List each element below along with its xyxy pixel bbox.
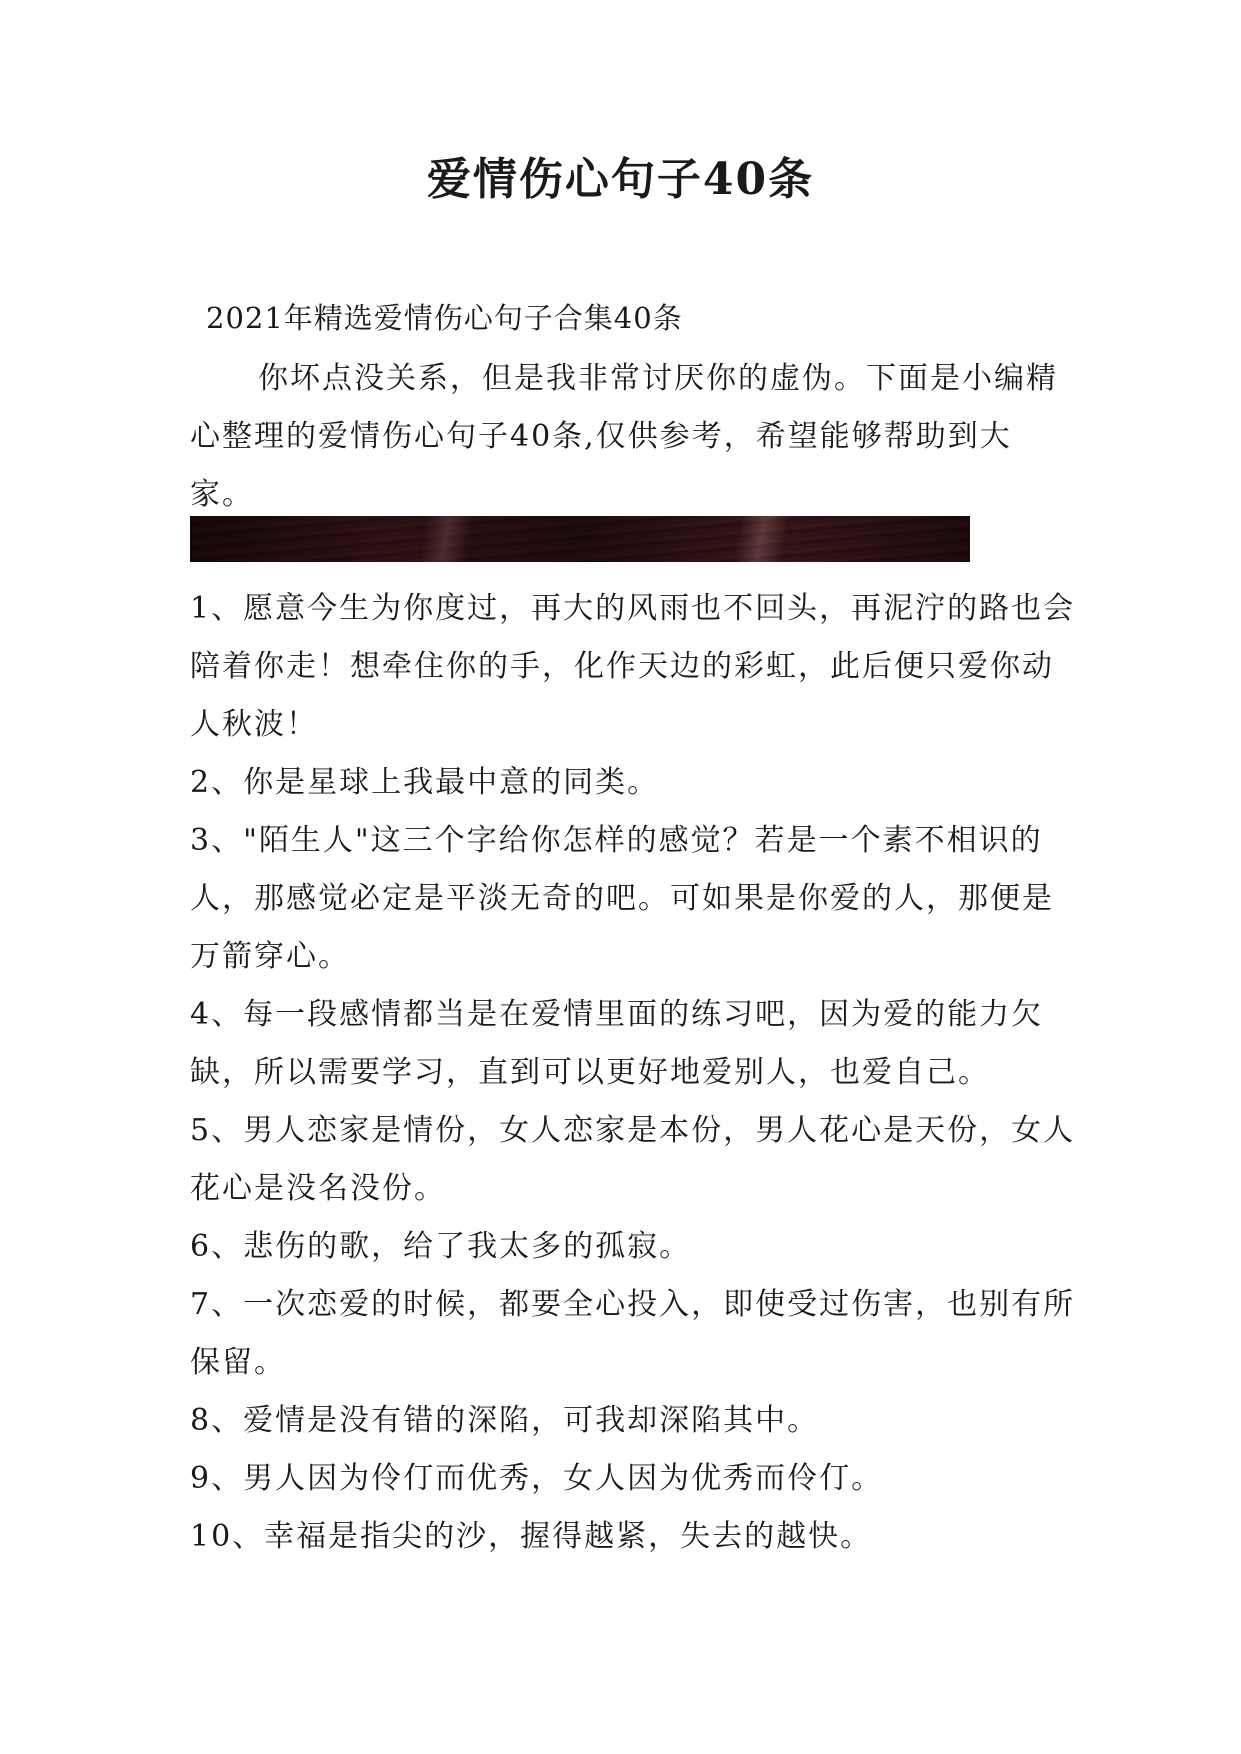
list-item: 4、每一段感情都当是在爱情里面的练习吧，因为爱的能力欠缺，所以需要学习，直到可以更好地爱别人，也爱自己。: [190, 997, 1044, 1090]
intro-paragraph: 你坏点没关系，但是我非常讨厌你的虚伪。下面是小编精心整理的爱情伤心句子40条,仅供参考，希望能够帮助到大家。: [190, 361, 1058, 512]
list-item: 6、悲伤的歌，给了我太多的孤寂。: [190, 1229, 692, 1264]
sentence-list: [190, 580, 1080, 1566]
list-item: 5、男人恋家是情份，女人恋家是本份，男人花心是天份，女人花心是没名没份。: [190, 1113, 1076, 1206]
list-item: 8、爱情是没有错的深陷，可我却深陷其中。: [190, 1403, 820, 1438]
document-title: 爱情伤心句子40条: [426, 154, 815, 205]
document-subtitle: 2021年精选爱情伤心句子合集40条: [206, 301, 683, 335]
list-item: 7、一次恋爱的时候，都要全心投入，即使受过伤害，也别有所保留。: [190, 1287, 1076, 1380]
list-item: 1、愿意今生为你度过，再大的风雨也不回头，再泥泞的路也会陪着你走！想牵住你的手，化作天边的彩虹，此后便只爱你动人秋波！: [190, 591, 1076, 742]
list-item: 3、"陌生人"这三个字给你怎样的感觉？若是一个素不相识的人，那感觉必定是平淡无奇的吧。可如果是你爱的人，那便是万箭穿心。: [190, 823, 1054, 974]
list-item: 2、你是星球上我最中意的同类。: [190, 765, 660, 800]
decorative-wood-banner-image: [190, 516, 970, 562]
list-item: 10、幸福是指尖的沙，握得越紧，失去的越快。: [190, 1519, 873, 1554]
list-item: 9、男人因为伶仃而优秀，女人因为优秀而伶仃。: [190, 1461, 884, 1496]
